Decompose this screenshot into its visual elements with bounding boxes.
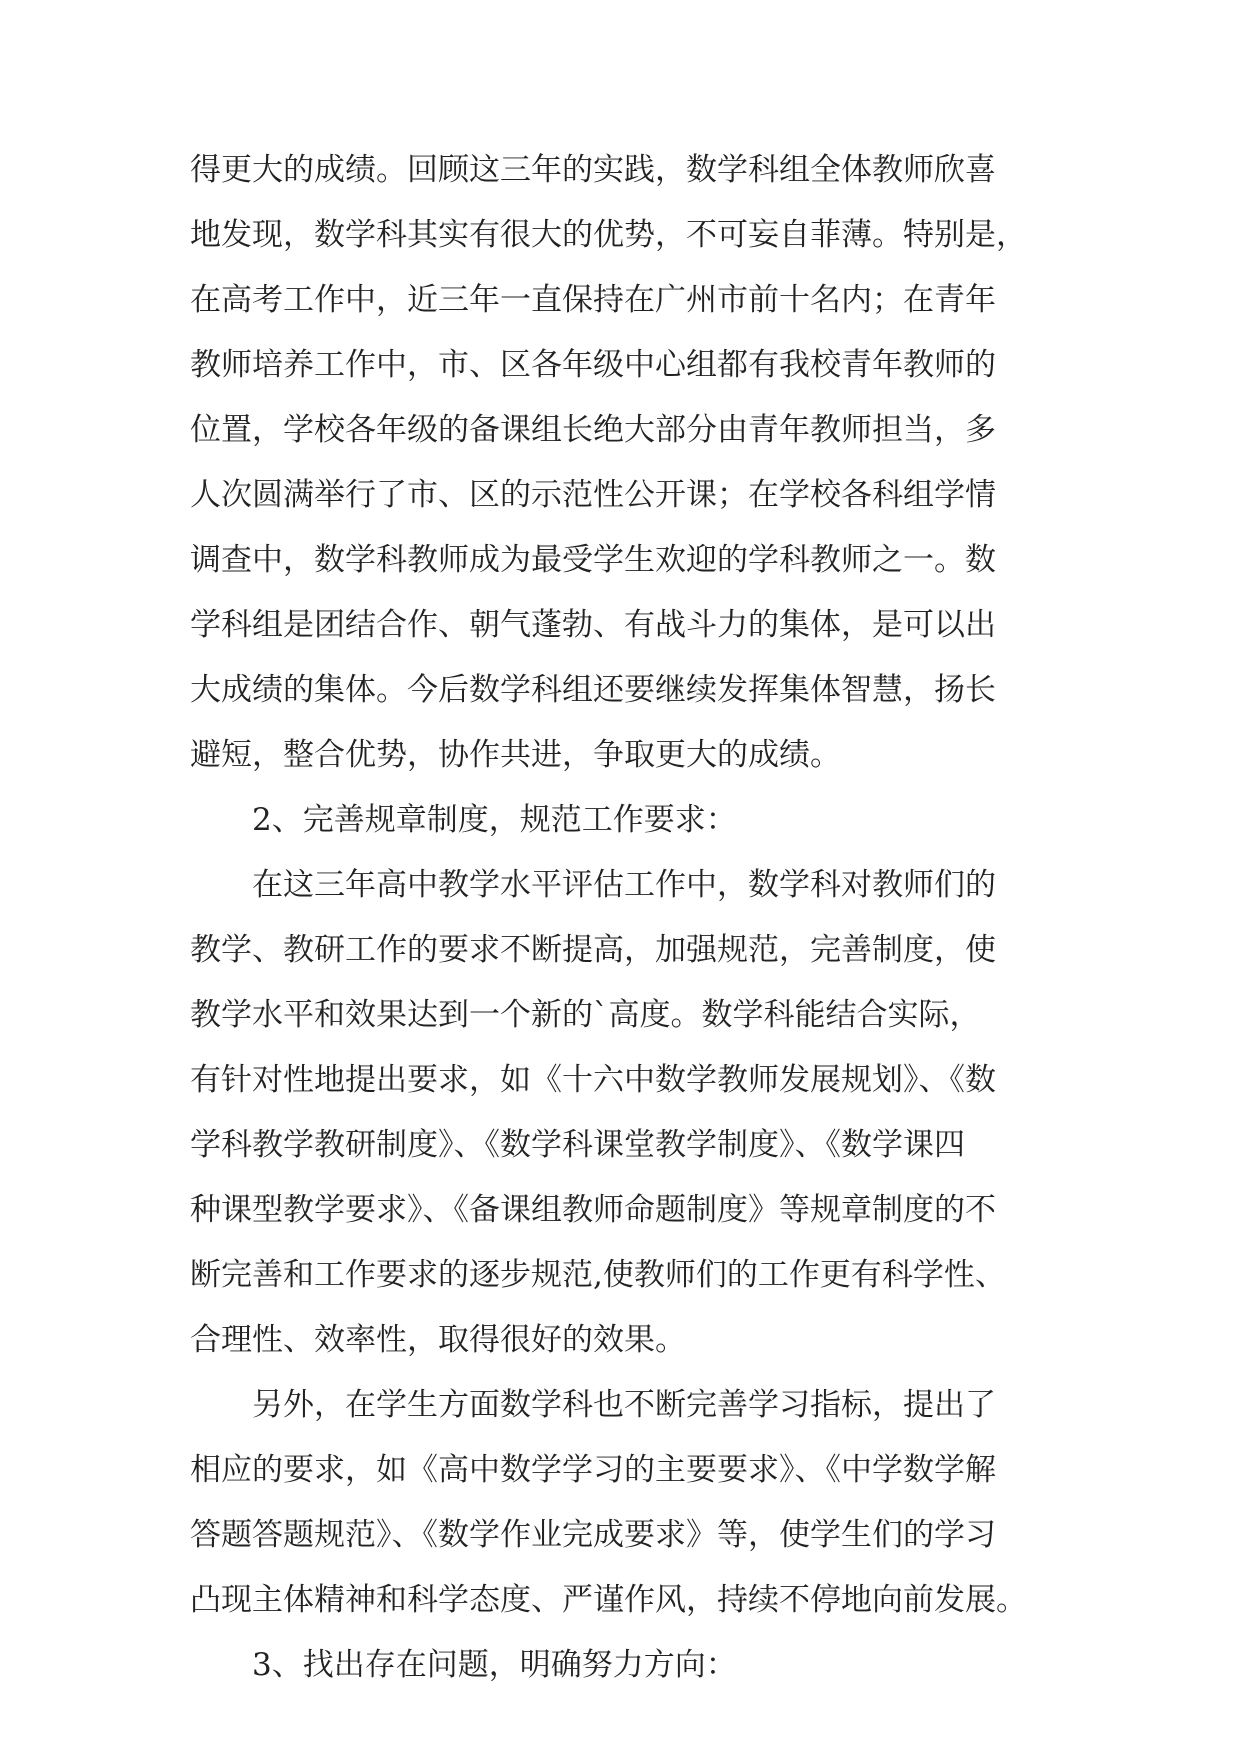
text-line: 合理性、效率性，取得很好的效果。 [190,1322,686,1358]
text-line: 大成绩的集体。今后数学科组还要继续发挥集体智慧，扬长 [190,672,996,708]
text-line: 教学水平和效果达到一个新的`高度。数学科能结合实际， [190,997,981,1033]
text-line: 种课型教学要求》、《备课组教师命题制度》等规章制度的不 [190,1192,996,1228]
text-line: 有针对性地提出要求，如《十六中数学教师发展规划》、《数 [190,1062,996,1098]
text-line: 避短，整合优势，协作共进，争取更大的成绩。 [190,737,841,773]
text-line: 调查中，数学科教师成为最受学生欢迎的学科教师之一。数 [190,542,996,578]
section-heading: 3、找出存在问题，明确努力方向： [252,1647,737,1683]
text-line: 相应的要求，如《高中数学学习的主要要求》、《中学数学解 [190,1452,996,1488]
text-line: 答题答题规范》、《数学作业完成要求》等，使学生们的学习 [190,1517,996,1553]
text-line: 凸现主体精神和科学态度、严谨作风，持续不停地向前发展。 [190,1582,1027,1618]
text-line: 教学、教研工作的要求不断提高，加强规范，完善制度，使 [190,932,996,968]
text-line: 位置，学校各年级的备课组长绝大部分由青年教师担当，多 [190,412,996,448]
text-line: 得更大的成绩。回顾这三年的实践，数学科组全体教师欣喜 [190,152,996,188]
text-line: 在这三年高中教学水平评估工作中，数学科对教师们的 [252,867,996,903]
text-line: 学科教学教研制度》、《数学科课堂教学制度》、《数学课四 [190,1127,965,1163]
text-line: 在高考工作中，近三年一直保持在广州市前十名内；在青年 [190,282,996,318]
text-line: 断完善和工作要求的逐步规范,使教师们的工作更有科学性、 [190,1257,1006,1293]
text-line: 人次圆满举行了市、区的示范性公开课；在学校各科组学情 [190,477,996,513]
text-line: 另外，在学生方面数学科也不断完善学习指标，提出了 [252,1387,996,1423]
text-line: 教师培养工作中，市、区各年级中心组都有我校青年教师的 [190,347,996,383]
section-heading: 2、完善规章制度，规范工作要求： [252,802,737,838]
text-line: 地发现，数学科其实有很大的优势，不可妄自菲薄。特别是， [190,217,1027,253]
text-line: 学科组是团结合作、朝气蓬勃、有战斗力的集体，是可以出 [190,607,996,643]
